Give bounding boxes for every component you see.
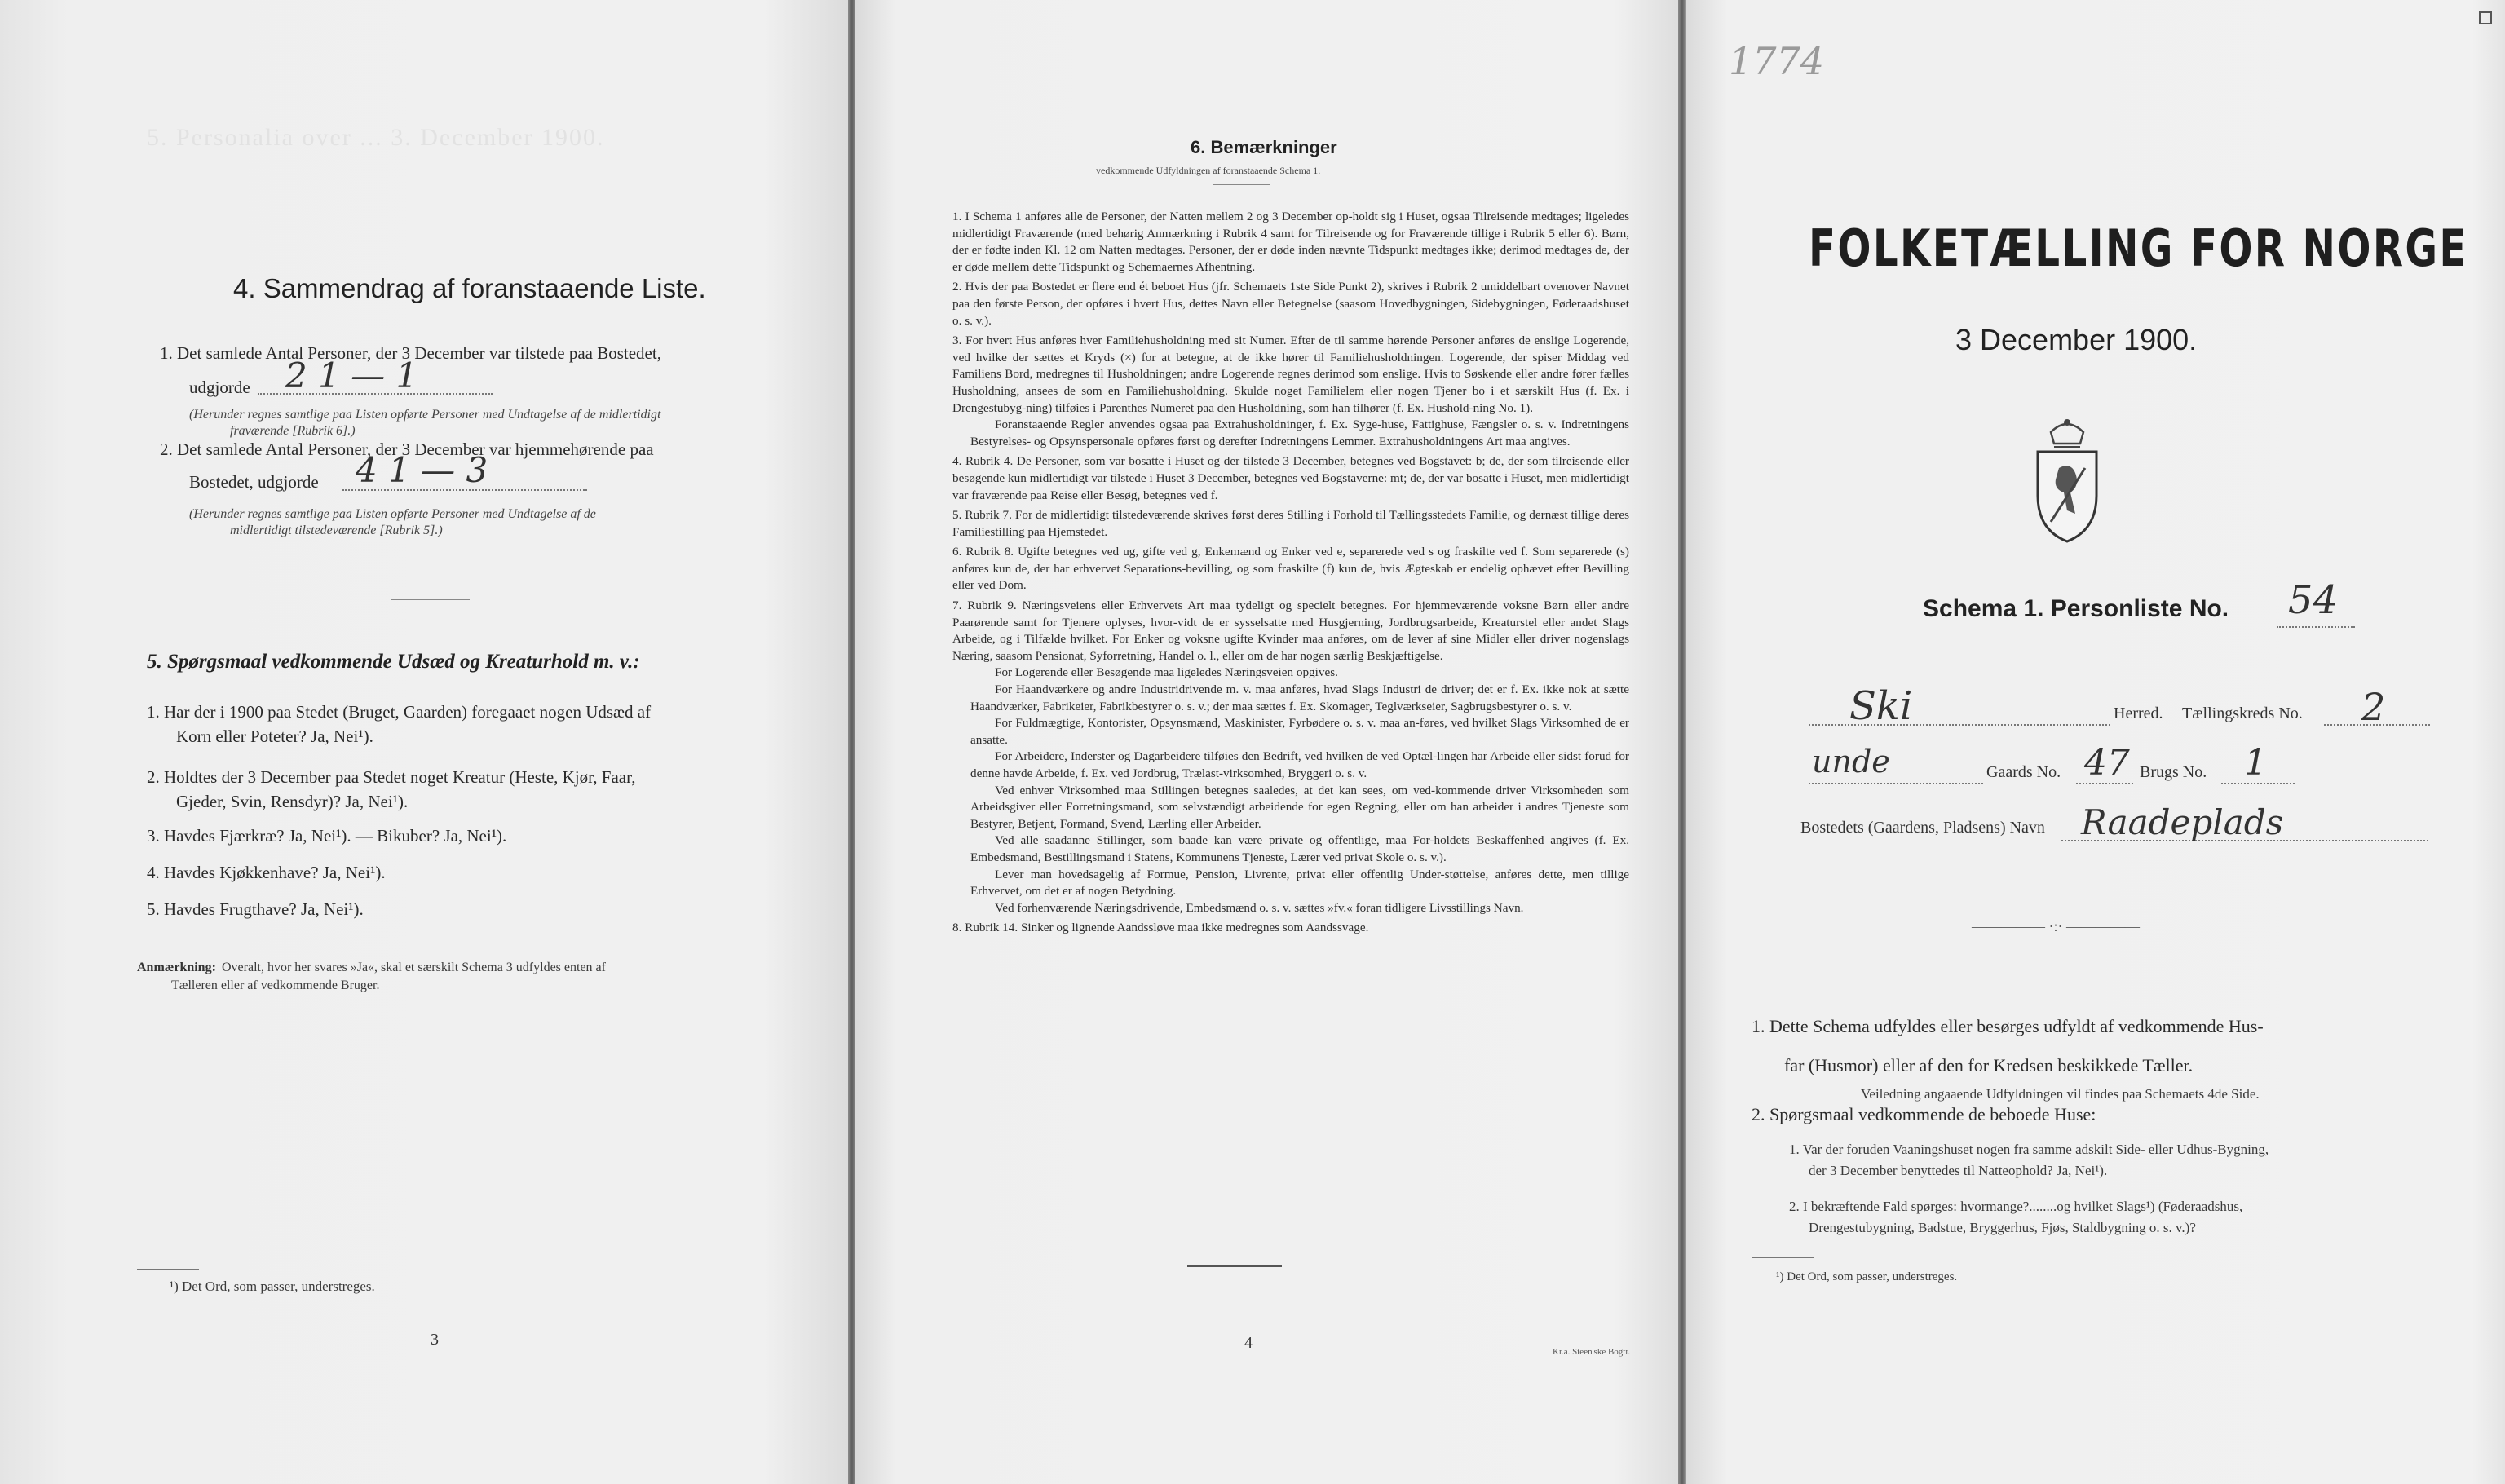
printer-credit: Kr.a. Steen'ske Bogtr. (1553, 1347, 1631, 1357)
house-question-2-line-2: Drengestubygning, Badstue, Bryggerhus, Fjøs, Staldbygning o. s. v.)? (1809, 1220, 2196, 1235)
remark-paragraph: Ved alle saadanne Stillinger, som baade kan være private og offentlige, maa For-holdets Beskaffenhed angives (f. Ex. Embedsmand, Bestillingsmand i Statens, Kommunens Tjeneste, Lærer ved privat Skole o. s. v.). (970, 833, 1629, 864)
question-4: 4. Havdes Kjøkkenhave? Ja, Nei¹). (147, 863, 386, 882)
remark-paragraph: For Haandværkere og andre Industridrivende m. v. maa anføres, hvad Slags Industri de driver; det er f. Ex. ikke nok at sætte Haandværker, Fabrikeier, Fabrikbestyrer o. s. v.; der maa sættes f. Ex. Skomager, Teglværkseier, Sagbrugsbestyrer o. s. v. (970, 682, 1629, 713)
remark-paragraph: For Logerende eller Besøgende maa ligeledes Næringsveien opgives. (995, 665, 1338, 680)
summary-item-1-note-2: fraværende [Rubrik 6].) (230, 424, 356, 438)
right-page (1686, 0, 2505, 1484)
remarks-rule (1213, 184, 1270, 185)
remark-paragraph: 4. Rubrik 4. De Personer, som var bosatte i Huset og der tilstede 3 December, betegnes ved Bogstavet: b; de, der som tilreisende eller besøgende kun midlertidigt var tilstede i Huset 3 December, betegnes ved Bogstaverne: mt; de, der var bosatte i Huset, men midlertidigt var fraværende paa Reise eller Besøg, betegnes ved f. (952, 454, 1629, 502)
remark-paragraph: For Arbeidere, Inderster og Dagarbeidere tilføies den Bedrift, ved hvilken de ved Optæl-lingen har Arbeide eller sidst forud for denne havde Arbeide, f. Ex. ved Jordbrug, Trælast-virksomhed, Bryggeri o. s. v. (970, 749, 1629, 780)
bosted-handwritten: Raadeplads (2081, 802, 2284, 842)
remark-paragraph: For Fuldmægtige, Kontorister, Opsynsmænd, Maskinister, Fyrbødere o. s. v. maa an-føres, ved hvilket Slags Virksomhed de er ansatte. (970, 716, 1629, 747)
gaards-no-handwritten: 47 (2084, 742, 2130, 784)
brugs-no-handwritten: 1 (2244, 742, 2267, 784)
remarks-body (952, 209, 1629, 1228)
herred-label: Herred. (2114, 704, 2163, 722)
house-question-1-line-2: der 3 December benyttedes til Natteophold? Ja, Nei¹). (1809, 1163, 2108, 1178)
summary-item-2-note: (Herunder regnes samtlige paa Listen opførte Personer med Undtagelse af de (189, 507, 596, 521)
question-3: 3. Havdes Fjærkræ? Ja, Nei¹). — Bikuber? Ja, Nei¹). (147, 826, 507, 846)
square-marker-icon (2479, 11, 2492, 24)
summary-item-1: 1. Det samlede Antal Personer, der 3 December var tilstede paa Bostedet, (160, 343, 661, 363)
remark-paragraph: 5. Rubrik 7. For de midlertidigt tilstedeværende skrives først deres Stilling i Forhold til Tællingsstedets Familie, og dernæst tillige deres Familiestilling paa Hjemstedet. (952, 508, 1629, 539)
left-page (0, 0, 848, 1484)
question-1: 1. Har der i 1900 paa Stedet (Bruget, Gaarden) foregaaet nogen Udsæd af (147, 702, 652, 722)
remark-label: Anmærkning: (137, 961, 216, 974)
ornament-divider: ————— ·:· ————— (1972, 918, 2140, 934)
taellingskreds-label: Tællingskreds No. (2182, 704, 2303, 722)
instruction-1-sub: Veiledning angaaende Udfyldningen vil findes paa Schemaets 4de Side. (1861, 1086, 2260, 1102)
brugs-no-label: Brugs No. (2140, 763, 2207, 781)
remark-paragraph: 1. I Schema 1 anføres alle de Personer, der Natten mellem 2 og 3 December op-holdt sig i Huset, ogsaa Tilreisende medtages; ligeledes midlertidigt Fraværende (med behørig Anmærkning i Rubrik 4 samt for Tilreisende og for Fraværende tillige i Rubrik 5 eller 6). Børn, der er fødte inden Kl. 12 om Natten medtages. Personer, der er døde inden nævnte Tidspunkt medtages ikke; derimod medtages de, der er døde mellem dette Tidspunkt og Schemaernes Afhentning. (952, 210, 1629, 274)
section5-title: 5. Spørgsmaal vedkommende Udsæd og Kreaturhold m. v.: (147, 651, 640, 673)
summary-item-2-handwritten: 4 1 — 3 (356, 450, 488, 490)
remarks-title: 6. Bemærkninger (1191, 137, 1337, 157)
summary-item-2-note-2: midlertidigt tilstedeværende [Rubrik 5].) (230, 523, 443, 537)
archive-number-handwritten: 1774 (1729, 39, 1825, 83)
document-title: FOLKETÆLLING FOR NORGE (1809, 219, 2468, 278)
schema-label: Schema 1. Personliste No. (1923, 595, 2229, 622)
remark-paragraph: Ved forhenværende Næringsdrivende, Embedsmænd o. s. v. sættes »fv.« foran tidligere Livsstillings Navn. (995, 900, 1524, 915)
summary-item-1-handwritten: 2 1 — 1 (285, 356, 418, 395)
remark-paragraph: 6. Rubrik 8. Ugifte betegnes ved ug, gifte ved g, Enkemænd og Enker ved e, separerede ved s og fraskilte ved f. Som separerede (s) anføres kun de, der har erhvervet Separations-bevilling, og som fraskilte (f) kun de, hvis Ægteskab er endelig ophævet efter Bevilling eller ved Dom. (952, 545, 1629, 593)
personliste-number-handwritten: 54 (2288, 577, 2339, 623)
end-rule (1187, 1265, 1282, 1267)
section4-title: 4. Sammendrag af foranstaaende Liste. (233, 273, 706, 303)
remark-text-2: Tælleren eller af vedkommende Bruger. (171, 978, 380, 992)
instruction-2-title: 2. Spørgsmaal vedkommende de beboede Huse: (1752, 1104, 2096, 1124)
census-date: 3 December 1900. (1955, 323, 2198, 356)
question-2-line-2: Gjeder, Svin, Rensdyr)? Ja, Nei¹). (176, 792, 409, 811)
book-gutter-right (1678, 0, 1686, 1484)
remark-paragraph: 8. Rubrik 14. Sinker og lignende Aandssløve maa ikke medregnes som Aandssvage. (952, 921, 1369, 935)
divider (391, 599, 470, 600)
taellingskreds-handwritten: 2 (2361, 685, 2386, 729)
middle-page (855, 0, 1680, 1484)
remark-paragraph: Ved enhver Virksomhed maa Stillingen betegnes saaledes, at det kan sees, om ved-kommende driver Virksomheden som Arbeidsgiver eller Forretningsmand, som selvstændigt arbeidende for egen Regning, eller om han arbeider i andres Tjeneste som Bestyrer, Betjent, Formand, Svend, Lærling eller Arbeider. (970, 783, 1629, 831)
summary-item-1-prefix: udgjorde (189, 378, 250, 397)
remark-text: Overalt, hvor her svares »Ja«, skal et særskilt Schema 3 udfyldes enten af (222, 961, 606, 974)
faded-header: 5. Personalia over ... 3. December 1900. (147, 124, 605, 151)
footnote-rule (137, 1269, 199, 1270)
summary-item-2-prefix: Bostedet, udgjorde (189, 472, 319, 492)
remark-paragraph: Foranstaaende Regler anvendes ogsaa paa Extrahusholdninger, f. Ex. Syge-huse, Fattighuse, Fængsler o. s. v. Indretningens Bestyrelses- og Opsynspersonale opføres først og derefter Indretningens Lemmer. Extrahusholdningens Art maa angives. (970, 417, 1629, 448)
footnote: ¹) Det Ord, som passer, understreges. (170, 1279, 375, 1294)
page-number: 3 (431, 1331, 439, 1349)
remark-paragraph: 7. Rubrik 9. Næringsveiens eller Erhvervets Art maa tydeligt og specielt betegnes. For hjemmeværende voksne Børn eller andre Paarørende samt for Tjenere oplyses, hvor-vidt de er sysselsatte med Husgjerning, Jordbrugsarbeide, Kreaturstel eller andet Slags Arbeide, og i Tilfælde hvilket. For Enker og voksne ugifte Kvinder maa anføres, om de lever af sine Midler eller driver nogenslags Næring, saasom Pensionat, Syforretning, Handel o. l., eller om de har nogen særlig Beskjæftigelse. (952, 598, 1629, 663)
bosted-label: Bostedets (Gaardens, Pladsens) Navn (1800, 819, 2045, 837)
summary-item-2: 2. Det samlede Antal Personer, der 3 December var hjemmehørende paa (160, 439, 654, 459)
question-1-line-2: Korn eller Poteter? Ja, Nei¹). (176, 727, 373, 746)
question-5: 5. Havdes Frugthave? Ja, Nei¹). (147, 899, 364, 919)
page-number: 4 (1244, 1334, 1252, 1352)
question-2: 2. Holdtes der 3 December paa Stedet noget Kreatur (Heste, Kjør, Faar, (147, 767, 636, 787)
remark-paragraph: Lever man hovedsagelig af Formue, Pension, Livrente, privat eller offentlig Under-støttelse, anføres dette, men tillige Erhvervet, om det er af nogen Betydning. (970, 867, 1629, 899)
house-question-2: 2. I bekræftende Fald spørges: hvormange?........og hvilket Slags¹) (Føderaadshus, (1789, 1199, 2243, 1214)
remark-paragraph: 2. Hvis der paa Bostedet er flere end ét beboet Hus (jfr. Schemaets 1ste Side Punkt 2), skrives i Rubrik 2 umiddelbart ovenover Navnet paa den første Person, der opføres i hvert Hus, dettes Navn eller Betegnelse (saasom Hovedbygningen, Sidebygningen, Føderaadshuset o. s. v.). (952, 280, 1629, 328)
instruction-1: 1. Dette Schema udfyldes eller besørges udfyldt af vedkommende Hus- (1752, 1016, 2264, 1036)
summary-item-1-note: (Herunder regnes samtlige paa Listen opførte Personer med Undtagelse af de midlertidigt (189, 408, 661, 422)
norway-coat-of-arms-icon (2026, 408, 2108, 546)
gaards-no-label: Gaards No. (1986, 763, 2061, 781)
remarks-subtitle: vedkommende Udfyldningen af foranstaaende Schema 1. (1096, 165, 1321, 176)
house-question-1: 1. Var der foruden Vaaningshuset nogen fra samme adskilt Side- eller Udhus-Bygning, (1789, 1142, 2269, 1157)
herred-handwritten: Ski (1849, 683, 1913, 729)
gaard-prefix-handwritten: unde (1812, 744, 1890, 780)
remark-paragraph: 3. For hvert Hus anføres hver Familiehusholdning med sit Numer. Efter de til samme hørende Personer anføres de enslige Logerende, ved hvilke der sættes et Kryds (×) for at betegne, at de ikke hører til Familiehusholdningen. Logerende, der spiser Middag ved Familiens Bord, medregnes til Husholdningen; andre Logerende regnes derimod som enslige. Hvis to Søskende eller andre fører fælles Husholdning, ansees de som en Familiehusholdning. Skulde noget Familielem eller nogen Tjener bo i et særskilt Hus (f. Ex. i Drengestubyg-ning) tilføies i Parenthes Numeret paa den Husholdning, som han tilhører (f. Ex. Hushold-ning No. 1). (952, 333, 1629, 415)
instruction-1-line-2: far (Husmor) eller af den for Kredsen beskikkede Tæller. (1784, 1055, 2194, 1075)
footnote-rule (1752, 1257, 1814, 1258)
footnote: ¹) Det Ord, som passer, understreges. (1776, 1270, 1958, 1283)
